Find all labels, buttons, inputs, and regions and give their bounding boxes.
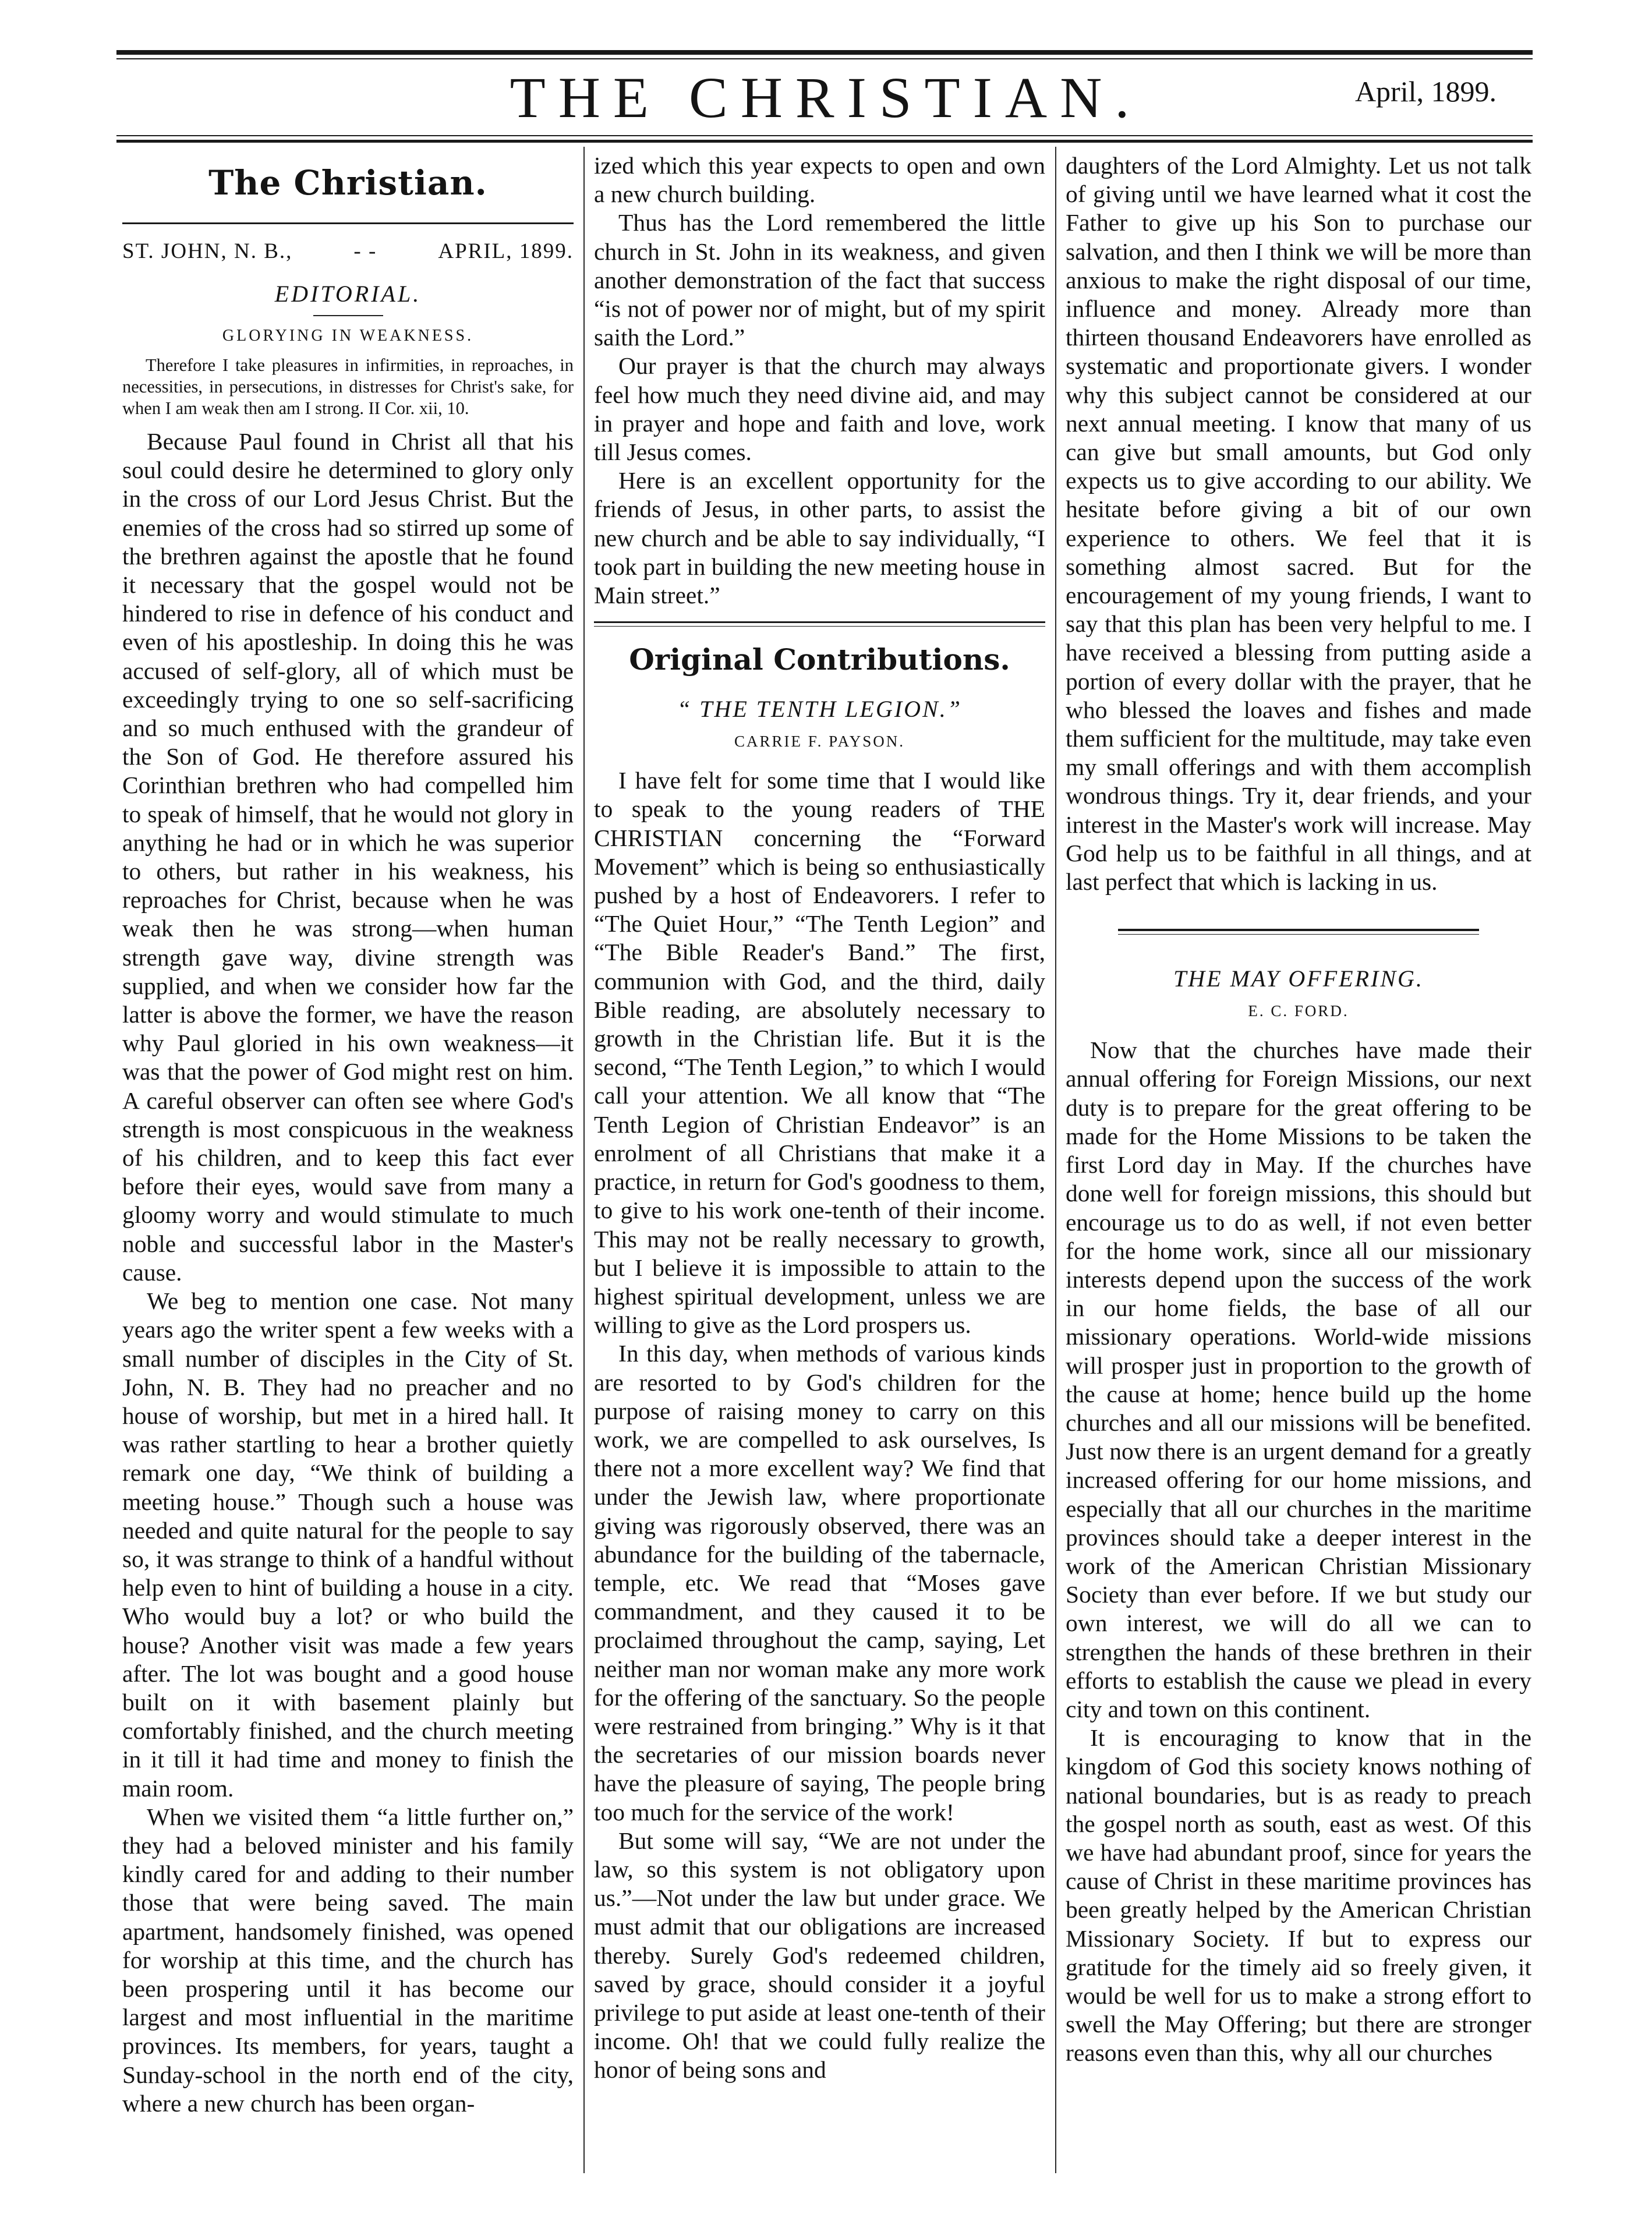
byline-ford: E. C. FORD. xyxy=(1248,1002,1349,1020)
masthead-top-rule-thin xyxy=(116,58,1533,59)
section-underline xyxy=(313,315,383,316)
masthead-title: THE CHRISTIAN. xyxy=(510,65,1142,130)
byline-payson: CARRIE F. PAYSON. xyxy=(734,733,905,751)
masthead-bottom-rule-thick xyxy=(116,140,1533,143)
dateline-date: APRIL, 1899. xyxy=(438,239,574,263)
article-paragraph: It is encouraging to know that in the kingdom of God this society knows nothing of national boundaries, but is as ready to preach the gospel north as south, east as west. Of this we have had abundant proof, since for years the cause of Christ in these maritime provinces has been greatly helped by the American Christian Missionary Society. If but to express our gratitude for the timely aid so freely given, it would be well for us to make a strong effort to swell the May Offering; but there are stronger reasons even than this, why all our churches xyxy=(1066,1724,1531,2067)
dateline-place: ST. JOHN, N. B., xyxy=(122,239,293,263)
article-paragraph: In this day, when methods of various kinds are resorted to by God's children for the purpose of raising money to carry on this work, we are compelled to ask ourselves, Is there not a more excellent way? We find that under the Jewish law, where proportionate giving was rigorously observed, there was an abundance for the building of the tabernacle, temple, etc. We read that “Moses gave commandment, and they caused it to be proclaimed throughout the camp, saying, Let neither man nor woman make any more work for the offering of the sanctuary. So the people were restrained from bringing.” Why is it that the secretaries of our mission boards never have the pleasure of saying, The people bring too much for the service of the work! xyxy=(594,1340,1045,1826)
column-1 xyxy=(122,151,574,2202)
editorial-continuation-paragraph: Thus has the Lord remembered the little church in St. John in its weakness, and given another demonstration of the fact that success “is not of power nor of might, but of my spirit saith the Lord.” xyxy=(594,209,1045,351)
article-continuation-paragraph: daughters of the Lord Almighty. Let us not talk of giving until we have learned what it cost the Father to give up his Son to purchase our salvation, and then I think we will be more than anxious to make the right disposal of our time, influence and money. Already more than thirteen thousand Endeavorers have enrolled as systematic and proportionate givers. I wonder why this subject cannot be considered at our next annual meeting. I know that many of us can give but small amounts, but God only expects us to give according to our ability. We hesitate before giving a bit of our own experience to others. We feel that it is something almost sacred. But for the encouragement of my young friends, I want to say that this plan has been very helpful to me. I have received a blessing from putting aside a portion of every dollar with the prayer, that he who blessed the loaves and fishes and made them sufficient for the multitude, may take even my small offerings and with them accomplish wondrous things. Try it, dear friends, and your interest in the Master's work will increase. May God help us to be faithful in all things, and at last perfect that which is lacking in us. xyxy=(1066,152,1531,896)
editorial-continuation-paragraph: Here is an excellent opportunity for the friends of Jesus, in other parts, to assist the new church and be able to say individually, “I took part in building the new meeting house in Main street.” xyxy=(594,467,1045,609)
dateline-dashes: - - xyxy=(353,239,377,263)
section-divider xyxy=(594,621,1045,627)
column-3 xyxy=(1066,151,1531,2202)
column-divider-2 xyxy=(1055,147,1056,2173)
editorial-paragraph: We beg to mention one case. Not many years ago the writer spent a few weeks with a small number of disciples in the City of St. John, N. B. They had no preacher and no house of worship, but met in a hired hall. It was rather startling to hear a brother quietly remark one day, “We think of building a meeting house.” Though such a house was needed and quite natural for the people to say so, it was strange to think of a handful without help even to hint of building a house in a city. Who would buy a lot? or who build the house? Another visit was made a few years after. The lot was bought and a good house built on it with basement plainly but comfortably finished, and the church meeting in it till it had time and money to finish the main room. xyxy=(122,1287,574,1802)
editorial-title: GLORYING IN WEAKNESS. xyxy=(222,327,474,345)
column-divider-1 xyxy=(583,147,585,2173)
article-separator xyxy=(1118,929,1479,935)
editorial-paragraph: When we visited them “a little further on,” they had a beloved minister and his family kindly cared for and adding to their number those that were being saved. The main apartment, handsomely finished, was opened for worship at this time, and the church has been prospering until it has become our largest and most influential in the maritime provinces. Its members, for years, taught a Sunday-school in the north end of the city, where a new church has been organ- xyxy=(122,1803,574,2117)
section-heading-original-contributions: Original Contributions. xyxy=(629,642,1010,677)
article-paragraph: I have felt for some time that I would like to speak to the young readers of THE CHRISTIAN concerning the “Forward Movement” which is being so enthusiastically pushed by a host of Endeavorers. I refer to “The Quiet Hour,” “The Tenth Legion” and “The Bible Reader's Band.” The first, communion with God, and the third, daily Bible reading, are absolutely necessary to growth in the Christian life. But it is the second, “The Tenth Legion,” to which I would call your attention. We all know that “The Tenth Legion of Christian Endeavor” is an enrolment of all Christians that make it a practice, in return for God's goodness to them, to give to his work one-tenth of their income. This may not be really necessary to growth, but I believe it is impossible to attain to the highest spiritual development, unless we are willing to give as the Lord prospers us. xyxy=(594,767,1045,1339)
dateline xyxy=(122,222,574,266)
column-2 xyxy=(594,151,1045,2202)
editorial-paragraph: Because Paul found in Christ all that his soul could desire he determined to glory only in the cross of our Lord Jesus Christ. But the enemies of the cross had so stirred up some of the brethren against the apostle that he found it necessary that the gospel would not be hindered to rise in defence of his conduct and even of his apostleship. In doing this he was accused of self-glory, all of which must be exceedingly trying to one so self-sacrificing and so much enthused with the grandeur of the Son of God. He therefore assured his Corinthian brethren who had compelled him to speak of himself, that he would not glory in anything he had or in which he was superior to others, but rather in his weakness, his reproaches for Christ, because when he was weak then he was strong—when human strength gave way, divine strength was supplied, and when we consider how far the latter is above the former, we have the reason why Paul gloried in his own weakness—it was that the power of God might rest on him. A careful observer can often see where God's strength is most conspicuous in the weakness of his children, and to keep this fact ever before their eyes, would save from many a gloomy worry and would stimulate to much noble and successful labor in the Master's cause. xyxy=(122,428,574,1286)
masthead-bottom-rule-thin xyxy=(116,135,1533,136)
article-paragraph: But some will say, “We are not under the law, so this system is not obligatory upon us.”—Not under the law but under grace. We must admit that our obligations are increased thereby. Surely God's redeemed children, saved by grace, should consider it a joyful privilege to put aside at least one-tenth of their income. Oh! that we could fully realize the honor of being sons and xyxy=(594,1827,1045,2083)
editorial-continuation-paragraph: Our prayer is that the church may always feel how much they need divine aid, and may in prayer and hope and faith and love, work till Jesus comes. xyxy=(594,352,1045,466)
section-label-editorial: EDITORIAL. xyxy=(274,281,422,307)
editorial-epigraph: Therefore I take pleasures in infirmities, in reproaches, in necessities, in persecutions, in distresses for Christ's sake, for when I am weak then am I strong. II Cor. xii, 10. xyxy=(122,355,574,418)
article-title-tenth-legion: “ THE TENTH LEGION.” xyxy=(677,696,962,723)
article-title-may-offering: THE MAY OFFERING. xyxy=(1173,965,1424,992)
masthead-date: April, 1899. xyxy=(1354,75,1497,108)
paper-name: The Christian. xyxy=(208,163,487,203)
editorial-continuation-paragraph: ized which this year expects to open and own a new church building. xyxy=(594,152,1045,208)
masthead-top-rule-thick xyxy=(116,50,1533,55)
article-paragraph: Now that the churches have made their annual offering for Foreign Missions, our next duty is to prepare for the great offering to be made for the Home Missions to be taken the first Lord day in May. If the churches have done well for foreign missions, this should but encourage us to do as well, if not even better for the home work, since all our missionary interests depend upon the success of the work in our home fields, the base of all our missionary operations. World-wide missions will prosper just in proportion to the growth of the cause at home; hence build up the home churches and all our missions will be benefited. Just now there is an urgent demand for a greatly increased offering for our home missions, and especially that all our churches in the maritime provinces should take a deeper interest in the work of the American Christian Missionary Society than ever before. If we but study our own interest, we will do all we can to strengthen the hands of these brethren in their efforts to establish the cause we plead in every city and town on this continent. xyxy=(1066,1037,1531,1722)
